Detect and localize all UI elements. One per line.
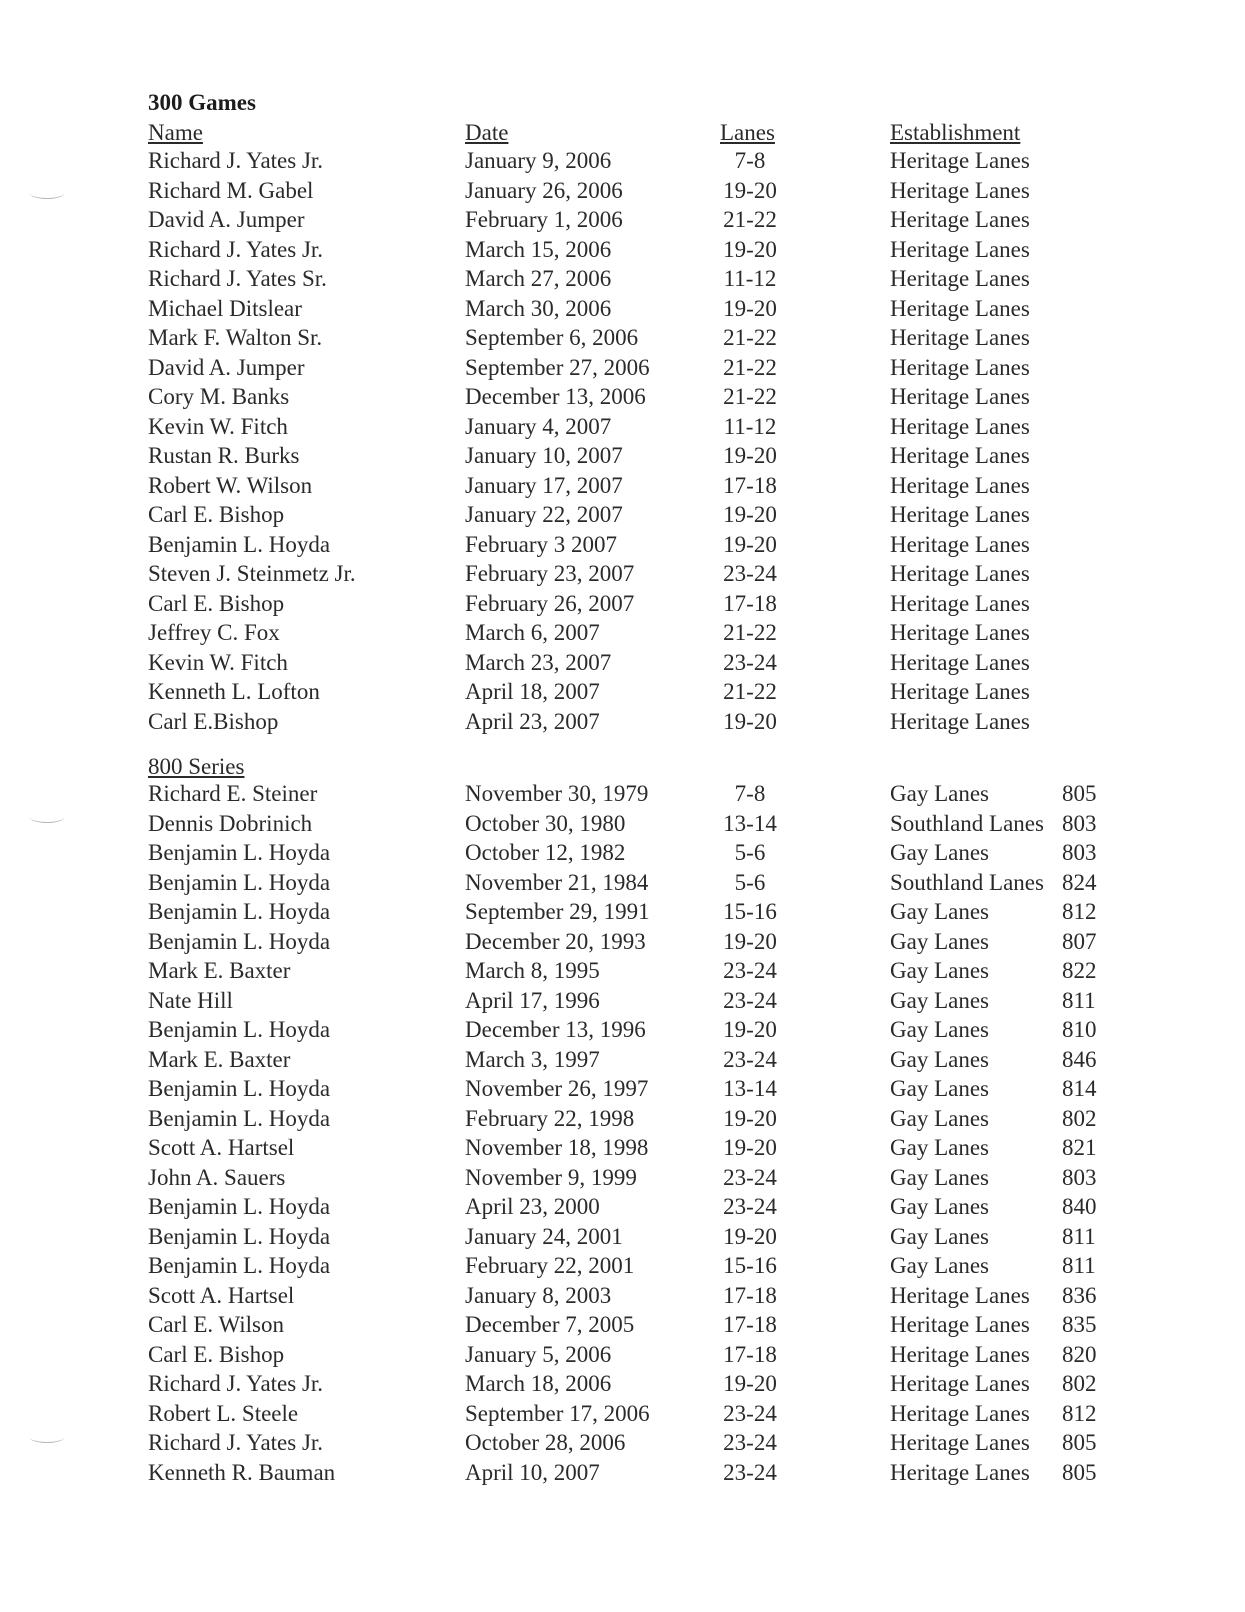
table-row xyxy=(0,1312,1245,1342)
game-date: October 12, 1982 xyxy=(465,840,626,865)
lane-pair: 13-14 xyxy=(723,1076,777,1101)
lane-pair: 23-24 xyxy=(723,1046,777,1072)
game-date: October 28, 2006 xyxy=(465,1430,626,1455)
games300-table xyxy=(0,148,1245,738)
game-date: January 22, 2007 xyxy=(465,502,623,527)
game-date: February 26, 2007 xyxy=(465,590,635,616)
lane-pair: 13-14 xyxy=(723,810,777,836)
lane-pair: 11-12 xyxy=(723,413,777,439)
lane-pair: 23-24 xyxy=(723,649,777,675)
lane-pair: 19-20 xyxy=(723,1223,777,1249)
bowler-name: Michael Ditslear xyxy=(148,295,302,321)
establishment-name: Gay Lanes xyxy=(890,1194,989,1219)
lane-pair: 21-22 xyxy=(723,354,777,380)
lane-pair: 17-18 xyxy=(723,1341,777,1367)
establishment-name: Heritage Lanes xyxy=(890,620,1030,645)
bowler-name: Carl E. Bishop xyxy=(148,590,285,616)
game-date: March 8, 1995 xyxy=(465,958,600,983)
series-score: 811 xyxy=(1062,987,1096,1013)
bowler-name: Cory M. Banks xyxy=(148,384,290,409)
establishment-name: Heritage Lanes xyxy=(890,384,1030,409)
bowler-name: Scott A. Hartsel xyxy=(148,1135,295,1160)
game-date: March 3, 1997 xyxy=(465,1046,600,1072)
establishment-name: Heritage Lanes xyxy=(890,413,1030,439)
game-date: March 27, 2006 xyxy=(465,266,612,291)
series-score: 812 xyxy=(1062,1400,1097,1426)
series800-table xyxy=(0,781,1245,1489)
establishment-name: Heritage Lanes xyxy=(890,354,1030,380)
table-row xyxy=(0,1371,1245,1401)
table-row xyxy=(0,650,1245,680)
game-date: March 15, 2006 xyxy=(465,236,612,262)
bowler-name: Carl E. Wilson xyxy=(148,1312,285,1337)
table-row xyxy=(0,473,1245,503)
lane-pair: 19-20 xyxy=(723,1371,777,1396)
series-score: 807 xyxy=(1062,928,1097,954)
lane-pair: 19-20 xyxy=(723,1105,777,1131)
series-score: 805 xyxy=(1062,1459,1097,1485)
establishment-name: Heritage Lanes xyxy=(890,1459,1030,1485)
game-date: April 10, 2007 xyxy=(465,1459,600,1485)
lane-pair: 19-20 xyxy=(723,443,777,468)
bowler-name: Kevin W. Fitch xyxy=(148,413,288,439)
game-date: January 8, 2003 xyxy=(465,1282,612,1308)
table-row xyxy=(0,207,1245,237)
table-row xyxy=(0,781,1245,811)
table-row xyxy=(0,237,1245,267)
table-row xyxy=(0,1017,1245,1047)
table-row xyxy=(0,988,1245,1018)
game-date: September 17, 2006 xyxy=(465,1400,650,1426)
series-score: 835 xyxy=(1062,1312,1097,1337)
bowler-name: Mark E. Baxter xyxy=(148,958,291,983)
establishment-name: Heritage Lanes xyxy=(890,295,1030,321)
establishment-name: Gay Lanes xyxy=(890,1017,989,1042)
table-row xyxy=(0,811,1245,841)
bowler-name: Kenneth L. Lofton xyxy=(148,679,320,704)
bowler-name: Robert W. Wilson xyxy=(148,472,313,498)
lane-pair: 5-6 xyxy=(734,869,766,895)
game-date: December 13, 2006 xyxy=(465,384,646,409)
lane-pair: 23-24 xyxy=(723,1194,777,1219)
series-score: 802 xyxy=(1062,1105,1097,1131)
lane-pair: 19-20 xyxy=(723,531,777,557)
table-row xyxy=(0,532,1245,562)
game-date: January 24, 2001 xyxy=(465,1223,623,1249)
lane-pair: 21-22 xyxy=(723,384,777,409)
table-row xyxy=(0,1106,1245,1136)
header-lanes: Lanes xyxy=(720,120,775,145)
table-row xyxy=(0,355,1245,385)
bowler-name: Benjamin L. Hoyda xyxy=(148,1194,331,1219)
lane-pair: 23-24 xyxy=(723,958,777,983)
game-date: November 18, 1998 xyxy=(465,1135,649,1160)
games300-title: 300 Games xyxy=(148,90,256,115)
establishment-name: Heritage Lanes xyxy=(890,1430,1030,1455)
establishment-name: Heritage Lanes xyxy=(890,207,1030,232)
table-row xyxy=(0,414,1245,444)
series-score: 846 xyxy=(1062,1046,1097,1072)
game-date: January 26, 2006 xyxy=(465,177,623,203)
lane-pair: 19-20 xyxy=(723,295,777,321)
bowler-name: Carl E. Bishop xyxy=(148,502,285,527)
establishment-name: Southland Lanes xyxy=(890,810,1044,836)
table-row xyxy=(0,1224,1245,1254)
lane-pair: 21-22 xyxy=(723,325,777,350)
series-score: 803 xyxy=(1062,1164,1097,1190)
game-date: April 23, 2007 xyxy=(465,708,600,734)
table-row xyxy=(0,709,1245,739)
table-row xyxy=(0,266,1245,296)
table-row xyxy=(0,178,1245,208)
game-date: February 22, 2001 xyxy=(465,1253,635,1278)
game-date: January 17, 2007 xyxy=(465,472,623,498)
table-row xyxy=(0,325,1245,355)
bowler-name: Benjamin L. Hoyda xyxy=(148,1105,331,1131)
series-score: 821 xyxy=(1062,1135,1097,1160)
bowler-name: David A. Jumper xyxy=(148,207,305,232)
bowler-name: Mark F. Walton Sr. xyxy=(148,325,323,350)
lane-pair: 19-20 xyxy=(723,1017,777,1042)
series-score: 840 xyxy=(1062,1194,1097,1219)
table-row xyxy=(0,443,1245,473)
header-name: Name xyxy=(148,120,203,145)
table-row xyxy=(0,1430,1245,1460)
table-row xyxy=(0,1165,1245,1195)
establishment-name: Gay Lanes xyxy=(890,899,989,924)
bowler-name: Kevin W. Fitch xyxy=(148,649,288,675)
series-score: 805 xyxy=(1062,1430,1097,1455)
lane-pair: 17-18 xyxy=(723,1282,777,1308)
bowler-name: Scott A. Hartsel xyxy=(148,1282,295,1308)
bowler-name: Mark E. Baxter xyxy=(148,1046,291,1072)
lane-pair: 23-24 xyxy=(723,1400,777,1426)
bowler-name: Jeffrey C. Fox xyxy=(148,620,280,645)
game-date: December 7, 2005 xyxy=(465,1312,635,1337)
establishment-name: Heritage Lanes xyxy=(890,1400,1030,1426)
bowler-name: Richard J. Yates Jr. xyxy=(148,1430,324,1455)
bowler-name: Steven J. Steinmetz Jr. xyxy=(148,561,356,586)
bowler-name: Benjamin L. Hoyda xyxy=(148,1076,331,1101)
establishment-name: Gay Lanes xyxy=(890,928,989,954)
bowler-name: Richard J. Yates Jr. xyxy=(148,1371,324,1396)
series-score: 811 xyxy=(1062,1223,1096,1249)
series-score: 824 xyxy=(1062,869,1097,895)
lane-pair: 23-24 xyxy=(723,1430,777,1455)
series-score: 814 xyxy=(1062,1076,1097,1101)
lane-pair: 23-24 xyxy=(723,987,777,1013)
series-score: 803 xyxy=(1062,840,1097,865)
establishment-name: Heritage Lanes xyxy=(890,1341,1030,1367)
table-row xyxy=(0,840,1245,870)
lane-pair: 19-20 xyxy=(723,502,777,527)
game-date: January 9, 2006 xyxy=(465,148,612,173)
lane-pair: 5-6 xyxy=(734,840,766,865)
establishment-name: Heritage Lanes xyxy=(890,502,1030,527)
establishment-name: Heritage Lanes xyxy=(890,443,1030,468)
game-date: February 22, 1998 xyxy=(465,1105,635,1131)
bowler-name: Richard J. Yates Jr. xyxy=(148,148,324,173)
game-date: September 6, 2006 xyxy=(465,325,639,350)
table-row xyxy=(0,591,1245,621)
establishment-name: Heritage Lanes xyxy=(890,1282,1030,1308)
game-date: March 18, 2006 xyxy=(465,1371,612,1396)
game-date: February 23, 2007 xyxy=(465,561,635,586)
game-date: April 18, 2007 xyxy=(465,679,600,704)
table-row xyxy=(0,1401,1245,1431)
bowler-name: Kenneth R. Bauman xyxy=(148,1459,336,1485)
bowler-name: Benjamin L. Hoyda xyxy=(148,1253,331,1278)
table-row xyxy=(0,870,1245,900)
table-row xyxy=(0,1460,1245,1490)
bowler-name: Richard J. Yates Sr. xyxy=(148,266,327,291)
lane-pair: 19-20 xyxy=(723,177,777,203)
game-date: March 6, 2007 xyxy=(465,620,600,645)
establishment-name: Gay Lanes xyxy=(890,987,989,1013)
bowler-name: Rustan R. Burks xyxy=(148,443,300,468)
game-date: November 26, 1997 xyxy=(465,1076,649,1101)
establishment-name: Gay Lanes xyxy=(890,840,989,865)
series-score: 811 xyxy=(1062,1253,1096,1278)
game-date: April 23, 2000 xyxy=(465,1194,600,1219)
establishment-name: Heritage Lanes xyxy=(890,679,1030,704)
game-date: October 30, 1980 xyxy=(465,810,626,836)
table-row xyxy=(0,296,1245,326)
table-row xyxy=(0,679,1245,709)
series800-title: 800 Series xyxy=(148,754,245,779)
table-row xyxy=(0,148,1245,178)
bowler-name: Carl E.Bishop xyxy=(148,708,279,734)
establishment-name: Heritage Lanes xyxy=(890,590,1030,616)
lane-pair: 23-24 xyxy=(723,1459,777,1485)
table-row xyxy=(0,384,1245,414)
lane-pair: 19-20 xyxy=(723,708,777,734)
game-date: November 21, 1984 xyxy=(465,869,649,895)
lane-pair: 23-24 xyxy=(723,561,777,586)
lane-pair: 21-22 xyxy=(723,207,777,232)
game-date: April 17, 1996 xyxy=(465,987,600,1013)
series-score: 810 xyxy=(1062,1017,1097,1042)
table-row xyxy=(0,561,1245,591)
game-date: November 9, 1999 xyxy=(465,1164,637,1190)
lane-pair: 21-22 xyxy=(723,620,777,645)
bowler-name: Nate Hill xyxy=(148,987,233,1013)
establishment-name: Heritage Lanes xyxy=(890,649,1030,675)
establishment-name: Heritage Lanes xyxy=(890,472,1030,498)
establishment-name: Gay Lanes xyxy=(890,1105,989,1131)
lane-pair: 11-12 xyxy=(723,266,777,291)
bowler-name: Carl E. Bishop xyxy=(148,1341,285,1367)
game-date: September 27, 2006 xyxy=(465,354,650,380)
bowler-name: Benjamin L. Hoyda xyxy=(148,1223,331,1249)
table-row xyxy=(0,1194,1245,1224)
table-row xyxy=(0,1283,1245,1313)
establishment-name: Heritage Lanes xyxy=(890,708,1030,734)
lane-pair: 7-8 xyxy=(734,781,766,806)
establishment-name: Gay Lanes xyxy=(890,958,989,983)
game-date: February 3 2007 xyxy=(465,531,618,557)
game-date: January 4, 2007 xyxy=(465,413,612,439)
establishment-name: Heritage Lanes xyxy=(890,177,1030,203)
establishment-name: Heritage Lanes xyxy=(890,325,1030,350)
game-date: January 10, 2007 xyxy=(465,443,623,468)
table-row xyxy=(0,1076,1245,1106)
table-row xyxy=(0,1342,1245,1372)
game-date: September 29, 1991 xyxy=(465,899,650,924)
game-date: February 1, 2006 xyxy=(465,207,623,232)
establishment-name: Southland Lanes xyxy=(890,869,1044,895)
establishment-name: Heritage Lanes xyxy=(890,561,1030,586)
establishment-name: Gay Lanes xyxy=(890,1223,989,1249)
table-row xyxy=(0,620,1245,650)
bowler-name: Benjamin L. Hoyda xyxy=(148,1017,331,1042)
establishment-name: Heritage Lanes xyxy=(890,148,1030,173)
series-score: 812 xyxy=(1062,899,1097,924)
establishment-name: Gay Lanes xyxy=(890,1046,989,1072)
game-date: November 30, 1979 xyxy=(465,781,649,806)
bowler-name: Dennis Dobrinich xyxy=(148,810,313,836)
lane-pair: 19-20 xyxy=(723,928,777,954)
bowler-name: Benjamin L. Hoyda xyxy=(148,899,331,924)
table-row xyxy=(0,899,1245,929)
establishment-name: Heritage Lanes xyxy=(890,1312,1030,1337)
bowler-name: Robert L. Steele xyxy=(148,1400,299,1426)
header-date: Date xyxy=(465,120,509,145)
bowler-name: Richard M. Gabel xyxy=(148,177,314,203)
lane-pair: 19-20 xyxy=(723,236,777,262)
establishment-name: Gay Lanes xyxy=(890,1164,989,1190)
establishment-name: Gay Lanes xyxy=(890,1253,989,1278)
establishment-name: Heritage Lanes xyxy=(890,266,1030,291)
series-score: 822 xyxy=(1062,958,1097,983)
establishment-name: Heritage Lanes xyxy=(890,236,1030,262)
game-date: March 30, 2006 xyxy=(465,295,612,321)
establishment-name: Heritage Lanes xyxy=(890,1371,1030,1396)
table-row xyxy=(0,1047,1245,1077)
table-row xyxy=(0,958,1245,988)
lane-pair: 15-16 xyxy=(723,899,777,924)
lane-pair: 21-22 xyxy=(723,679,777,704)
game-date: December 13, 1996 xyxy=(465,1017,646,1042)
game-date: March 23, 2007 xyxy=(465,649,612,675)
header-establishment: Establishment xyxy=(890,120,1021,145)
establishment-name: Gay Lanes xyxy=(890,781,989,806)
series-score: 820 xyxy=(1062,1341,1097,1367)
series-score: 803 xyxy=(1062,810,1097,836)
lane-pair: 19-20 xyxy=(723,1135,777,1160)
bowler-name: Benjamin L. Hoyda xyxy=(148,869,331,895)
lane-pair: 17-18 xyxy=(723,1312,777,1337)
bowler-name: Richard J. Yates Jr. xyxy=(148,236,324,262)
establishment-name: Gay Lanes xyxy=(890,1135,989,1160)
table-row xyxy=(0,929,1245,959)
game-date: January 5, 2006 xyxy=(465,1341,612,1367)
establishment-name: Heritage Lanes xyxy=(890,531,1030,557)
bowler-name: Benjamin L. Hoyda xyxy=(148,928,331,954)
bowler-name: Benjamin L. Hoyda xyxy=(148,840,331,865)
bowler-name: David A. Jumper xyxy=(148,354,305,380)
series-score: 805 xyxy=(1062,781,1097,806)
bowler-name: Benjamin L. Hoyda xyxy=(148,531,331,557)
series-score: 802 xyxy=(1062,1371,1097,1396)
lane-pair: 17-18 xyxy=(723,590,777,616)
series-score: 836 xyxy=(1062,1282,1097,1308)
lane-pair: 23-24 xyxy=(723,1164,777,1190)
lane-pair: 17-18 xyxy=(723,472,777,498)
lane-pair: 7-8 xyxy=(734,148,766,173)
bowler-name: John A. Sauers xyxy=(148,1164,286,1190)
game-date: December 20, 1993 xyxy=(465,928,646,954)
table-row xyxy=(0,502,1245,532)
bowler-name: Richard E. Steiner xyxy=(148,781,318,806)
lane-pair: 15-16 xyxy=(723,1253,777,1278)
table-row xyxy=(0,1253,1245,1283)
establishment-name: Gay Lanes xyxy=(890,1076,989,1101)
table-row xyxy=(0,1135,1245,1165)
